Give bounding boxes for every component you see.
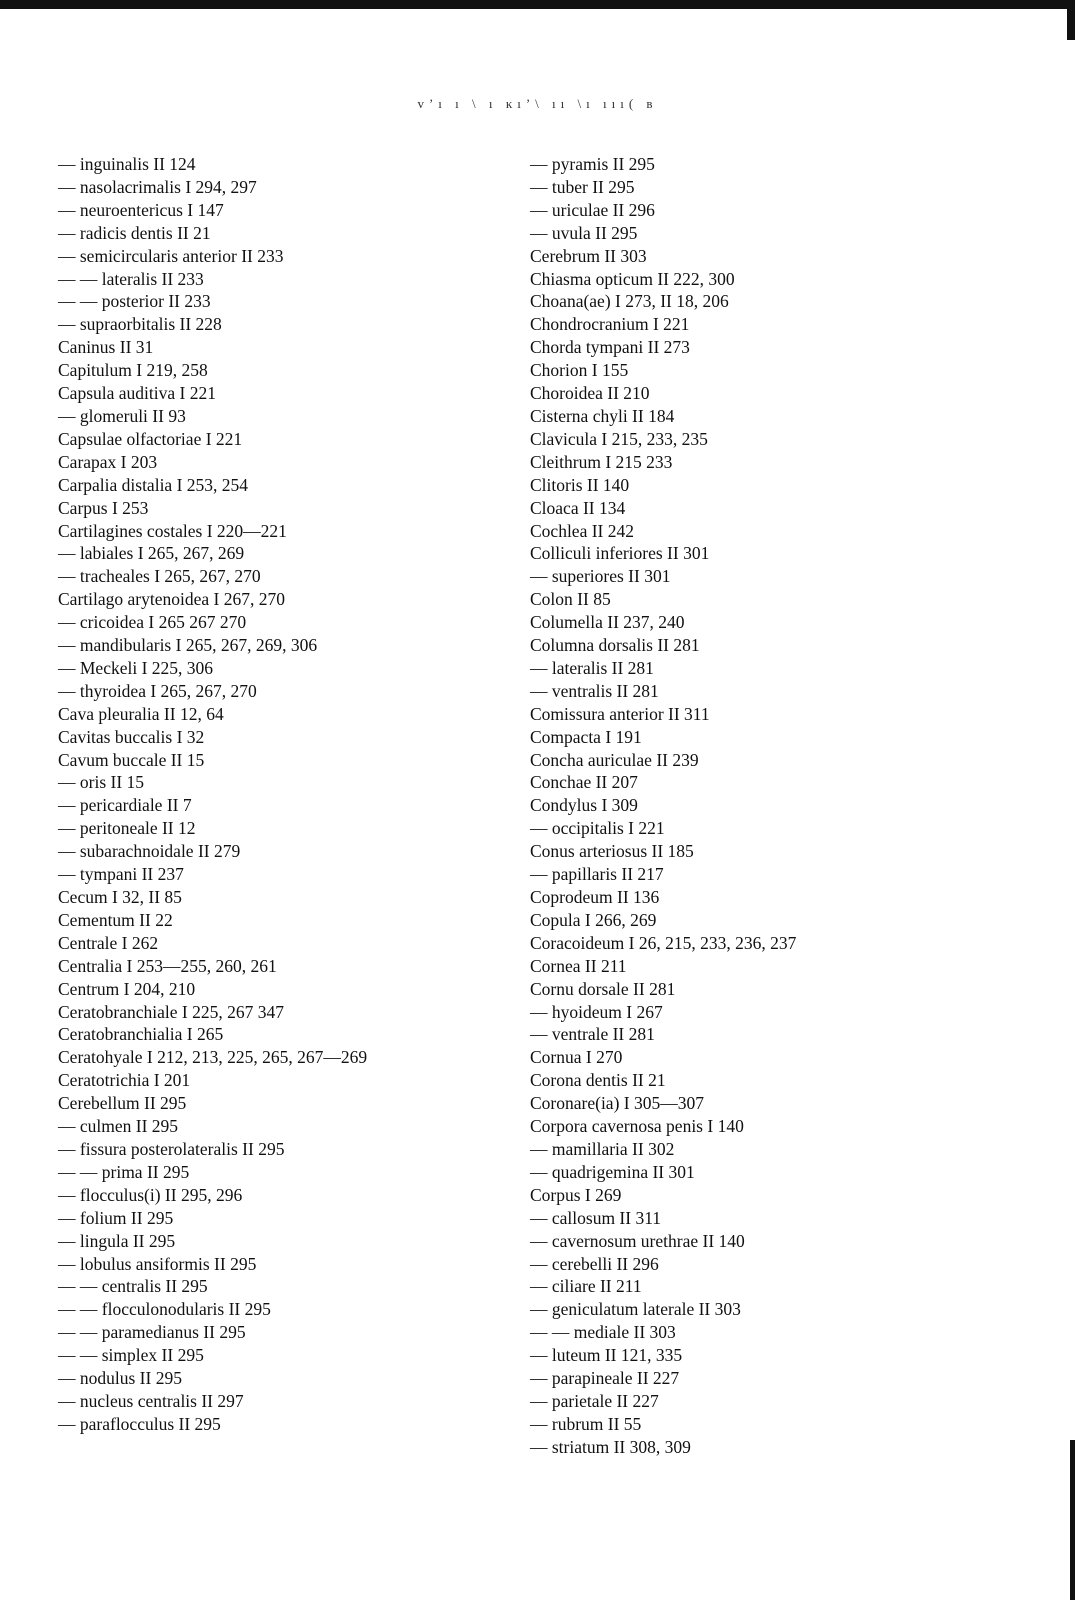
index-entry: Centralia I 253—255, 260, 261	[58, 955, 277, 976]
index-entry: Carapax I 203	[58, 451, 158, 472]
index-entry: Chorda tympani II 273	[530, 337, 690, 358]
index-entry: Cementum II 22	[58, 909, 173, 930]
index-entry: — rubrum II 55	[530, 1413, 642, 1434]
index-entry: Colliculi inferiores II 301	[530, 543, 710, 564]
index-entry: — nucleus centralis II 297	[58, 1390, 244, 1411]
index-entry: — folium II 295	[58, 1207, 174, 1228]
index-entry: Chorion I 155	[530, 360, 629, 381]
index-entry: — neuroentericus I 147	[58, 199, 224, 220]
index-entry: — parietale II 227	[530, 1390, 659, 1411]
index-entry: — cricoidea I 265 267 270	[58, 612, 247, 633]
index-entry: Centrum I 204, 210	[58, 978, 196, 999]
index-entry: — lateralis II 281	[530, 657, 654, 678]
index-entry: Cornua I 270	[530, 1047, 623, 1068]
index-entry: Centrale I 262	[58, 932, 159, 953]
index-entry: Choroidea II 210	[530, 383, 650, 404]
index-entry: — Meckeli I 225, 306	[58, 657, 214, 678]
index-entry: Copula I 266, 269	[530, 909, 657, 930]
index-entry: — thyroidea I 265, 267, 270	[58, 680, 257, 701]
index-entry: — inguinalis II 124	[58, 154, 196, 174]
index-entry: Ceratobranchiale I 225, 267 347	[58, 1001, 284, 1022]
index-entry: — papillaris II 217	[530, 864, 664, 885]
index-entry: — luteum II 121, 335	[530, 1345, 683, 1366]
index-entry: Conus arteriosus II 185	[530, 841, 694, 862]
index-entry: — supraorbitalis II 228	[58, 314, 222, 335]
index-entry: Cavum buccale II 15	[58, 749, 205, 770]
index-entry: — — simplex II 295	[58, 1345, 204, 1366]
index-entry: — uvula II 295	[530, 222, 638, 243]
index-entry: Clitoris II 140	[530, 474, 630, 495]
index-entry: Caninus II 31	[58, 337, 154, 358]
index-entry: — occipitalis I 221	[530, 818, 665, 839]
index-entry: — ciliare II 211	[530, 1276, 642, 1297]
index-entry: Cloaca II 134	[530, 497, 626, 518]
index-entry: Cisterna chyli II 184	[530, 405, 675, 426]
index-entry: — nasolacrimalis I 294, 297	[58, 176, 257, 197]
right-scan-edge	[1070, 1440, 1075, 1600]
index-entry: — quadrigemina II 301	[530, 1161, 695, 1182]
index-entry: — tracheales I 265, 267, 270	[58, 566, 261, 587]
index-entry: — parapineale II 227	[530, 1368, 680, 1389]
index-entry: — peritoneale II 12	[58, 818, 196, 839]
index-entry: Cleithrum I 215 233	[530, 451, 673, 472]
index-entry: — — prima II 295	[58, 1161, 190, 1182]
index-entry: — tympani II 237	[58, 864, 184, 885]
index-entry: Colon II 85	[530, 589, 611, 610]
index-entry: Corpus I 269	[530, 1184, 622, 1205]
index-entry: Coracoideum I 26, 215, 233, 236, 237	[530, 932, 797, 953]
index-entry: Cerebellum II 295	[58, 1093, 187, 1114]
index-entry: — paraflocculus II 295	[58, 1413, 221, 1434]
index-column-right	[530, 153, 1050, 1459]
index-entry: Corona dentis II 21	[530, 1070, 666, 1091]
index-entry: Ceratobranchialia I 265	[58, 1024, 224, 1045]
running-head: ᴠ’ı ı \ ı ĸı’\ ıı \ı ııı( ʙ	[417, 96, 658, 111]
index-entry: Coprodeum II 136	[530, 887, 660, 907]
index-entry: Corpora cavernosa penis I 140	[530, 1116, 744, 1137]
index-entry: Cornu dorsale II 281	[530, 978, 676, 999]
index-entry: Chiasma opticum II 222, 300	[530, 268, 735, 289]
index-entry: — mandibularis I 265, 267, 269, 306	[58, 635, 318, 656]
index-entry: Condylus I 309	[530, 795, 638, 816]
index-entry: — glomeruli II 93	[58, 405, 186, 426]
index-entry: Compacta I 191	[530, 726, 642, 747]
index-entry: — tuber II 295	[530, 176, 635, 197]
index-entry: Ceratotrichia I 201	[58, 1070, 191, 1091]
index-entry: — superiores II 301	[530, 566, 671, 587]
index-entry: — lobulus ansiformis II 295	[58, 1253, 257, 1274]
index-entry: — subarachnoidale II 279	[58, 841, 241, 862]
index-entry: — — flocculonodularis II 295	[58, 1299, 271, 1320]
index-entry: Cartilagines costales I 220—221	[58, 520, 287, 541]
index-entry: — culmen II 295	[58, 1116, 179, 1137]
index-entry: — pyramis II 295	[530, 154, 655, 174]
index-entry: — radicis dentis II 21	[58, 222, 211, 243]
index-entry: Cartilago arytenoidea I 267, 270	[58, 589, 285, 610]
index-entry: Cecum I 32, II 85	[58, 887, 182, 907]
index-entry: Chondrocranium I 221	[530, 314, 690, 335]
index-entry: — — mediale II 303	[530, 1322, 676, 1343]
index-entry: — cavernosum urethrae II 140	[530, 1230, 745, 1251]
index-entry: — ventralis II 281	[530, 680, 659, 701]
top-scan-border	[0, 0, 1075, 9]
index-entry: — pericardiale II 7	[58, 795, 192, 816]
index-entry: Carpalia distalia I 253, 254	[58, 474, 249, 495]
index-entry: — nodulus II 295	[58, 1368, 182, 1389]
index-entry: Ceratohyale I 212, 213, 225, 265, 267—269	[58, 1047, 368, 1068]
index-entry: Columella II 237, 240	[530, 612, 685, 633]
index-entry: Capsulae olfactoriae I 221	[58, 428, 243, 449]
top-right-scan-mark	[1067, 0, 1075, 40]
index-entry: Carpus I 253	[58, 497, 149, 518]
index-entry: — geniculatum laterale II 303	[530, 1299, 741, 1320]
index-entry: — hyoideum I 267	[530, 1001, 663, 1022]
index-entry: Concha auriculae II 239	[530, 749, 699, 770]
index-entry: — semicircularis anterior II 233	[58, 245, 284, 266]
index-entry: — — paramedianus II 295	[58, 1322, 246, 1343]
index-entry: — labiales I 265, 267, 269	[58, 543, 245, 564]
index-entry: Cornea II 211	[530, 955, 627, 976]
index-entry: Capsula auditiva I 221	[58, 383, 216, 404]
index-entry: Comissura anterior II 311	[530, 703, 710, 724]
index-entry: — callosum II 311	[530, 1207, 662, 1228]
index-entry: Capitulum I 219, 258	[58, 360, 208, 381]
index-entry: Cava pleuralia II 12, 64	[58, 703, 224, 724]
index-entry: — — lateralis II 233	[58, 268, 204, 289]
index-entry: — — centralis II 295	[58, 1276, 208, 1297]
index-entry: — flocculus(i) II 295, 296	[58, 1184, 243, 1205]
index-entry: — cerebelli II 296	[530, 1253, 659, 1274]
index-entry: Cerebrum II 303	[530, 245, 647, 266]
index-entry: Cavitas buccalis I 32	[58, 726, 205, 747]
index-entry: — — posterior II 233	[58, 291, 211, 312]
index-column-left	[58, 153, 498, 1436]
index-entry: Coronare(ia) I 305—307	[530, 1093, 704, 1114]
index-entry: Clavicula I 215, 233, 235	[530, 428, 708, 449]
index-entry: Conchae II 207	[530, 772, 638, 793]
index-entry: — striatum II 308, 309	[530, 1436, 691, 1457]
index-entry: — mamillaria II 302	[530, 1138, 675, 1159]
index-entry: — lingula II 295	[58, 1230, 176, 1251]
index-entry: Cochlea II 242	[530, 520, 634, 541]
index-entry: — oris II 15	[58, 772, 145, 793]
index-entry: — fissura posterolateralis II 295	[58, 1138, 285, 1159]
index-entry: — uriculae II 296	[530, 199, 655, 220]
index-entry: Columna dorsalis II 281	[530, 635, 700, 656]
index-entry: — ventrale II 281	[530, 1024, 655, 1045]
index-entry: Choana(ae) I 273, II 18, 206	[530, 291, 729, 312]
